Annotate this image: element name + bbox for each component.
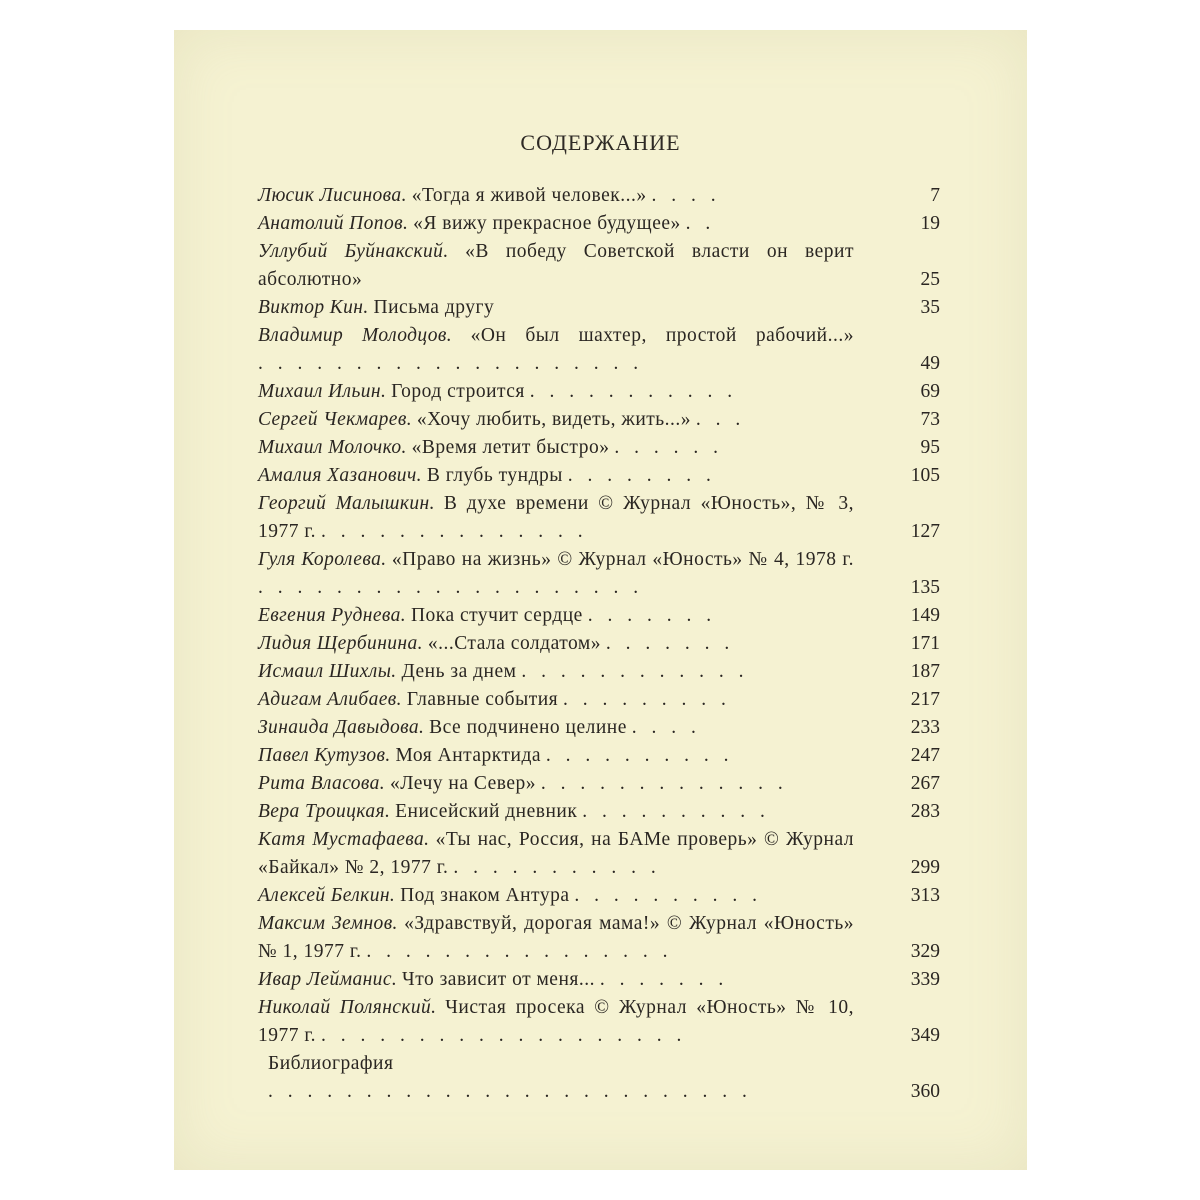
toc-title: Письма другу <box>373 297 495 318</box>
toc-author: Виктор Кин. <box>258 297 369 318</box>
toc-entry <box>258 882 942 910</box>
toc-leader-dots: . . . . . . . . . . . . . . . . <box>366 941 673 962</box>
toc-page-number: 217 <box>910 689 940 710</box>
toc-page-number: 35 <box>920 297 940 318</box>
toc-leader-dots: . . . . . . . . . . . <box>529 381 738 402</box>
toc-entry <box>258 630 942 658</box>
toc-author: Сергей Чекмарев. <box>258 409 412 430</box>
toc-entry <box>258 826 942 882</box>
table-of-contents <box>258 182 942 1106</box>
toc-author: Рита Власова. <box>258 773 386 794</box>
toc-page-number: 299 <box>910 857 940 878</box>
toc-entry <box>258 994 942 1050</box>
toc-entry <box>258 742 942 770</box>
toc-leader-dots: . . . . . . . . . <box>563 689 731 710</box>
toc-entry <box>258 602 942 630</box>
toc-title: В глубь тундры <box>426 465 563 486</box>
toc-title: Чистая просека © Журнал «Юность» № 10, 1977 г. <box>258 997 854 1046</box>
toc-leader-dots: . . . . . . . . . . . . . . . . . . . . <box>258 353 644 374</box>
toc-author: Михаил Ильин. <box>258 381 387 402</box>
toc-author: Люсик Лисинова. <box>258 185 407 206</box>
toc-title: Моя Антарктида <box>395 745 542 766</box>
toc-author: Анатолий Попов. <box>258 213 409 234</box>
toc-leader-dots: . . . . . . . . . . . . <box>521 661 749 682</box>
toc-author: Лидия Щербинина. <box>258 633 423 654</box>
toc-page-number: 187 <box>910 661 940 682</box>
toc-entry <box>258 294 942 322</box>
toc-page-number: 267 <box>910 773 940 794</box>
book-page <box>174 30 1027 1170</box>
toc-title: «Время летит быстро» <box>411 437 610 458</box>
toc-page-number: 247 <box>910 745 940 766</box>
toc-page-number: 135 <box>910 577 940 598</box>
toc-leader-dots: . . . . . . . <box>605 633 735 654</box>
toc-entry <box>258 966 942 994</box>
toc-title: Все подчинено целине <box>429 717 627 738</box>
toc-entry <box>258 322 942 378</box>
toc-entry <box>258 686 942 714</box>
toc-entry <box>258 462 942 490</box>
toc-leader-dots: . . . . . . . . . . . . . . <box>320 521 588 542</box>
toc-author: Максим Земнов. <box>258 913 398 934</box>
toc-title: Главные события <box>406 689 559 710</box>
toc-leader-dots: . . . . . . . . . . . . . . . . . . . . <box>258 577 644 598</box>
toc-page-number: 19 <box>920 213 940 234</box>
toc-title: Библиография <box>268 1053 394 1074</box>
toc-leader-dots: . . . . . . . . <box>567 465 716 486</box>
toc-leader-dots: . . . . . . . <box>599 969 729 990</box>
toc-page-number: 73 <box>920 409 940 430</box>
toc-entry <box>258 406 942 434</box>
toc-page-number: 349 <box>910 1025 940 1046</box>
toc-entry <box>258 910 942 966</box>
toc-title: «Хочу любить, видеть, жить...» <box>416 409 692 430</box>
toc-author: Евгения Руднева. <box>258 605 407 626</box>
page-title: СОДЕРЖАНИЕ <box>520 130 681 155</box>
toc-leader-dots: . . . . . . . . . . <box>582 801 770 822</box>
toc-author: Гуля Королева. <box>258 549 387 570</box>
toc-leader-dots: . . . . . . . <box>587 605 717 626</box>
toc-entry <box>258 182 942 210</box>
toc-author: Алексей Белкин. <box>258 885 396 906</box>
toc-leader-dots: . . . . . . . . . . . . . . . . . . . <box>320 1025 687 1046</box>
toc-title: «Право на жизнь» © Журнал «Юность» № 4, 1978 г. <box>391 549 855 570</box>
toc-author: Павел Кутузов. <box>258 745 391 766</box>
toc-title: «...Стала солдатом» <box>427 633 601 654</box>
toc-title: «Здравствуй, дорогая мама!» © Журнал «Юность» № 1, 1977 г. <box>258 913 854 962</box>
toc-page-number: 171 <box>910 633 940 654</box>
toc-title: Город строится <box>391 381 525 402</box>
toc-title: «Тогда я живой человек...» <box>411 185 647 206</box>
toc-page-number: 233 <box>910 717 940 738</box>
toc-title: «Ты нас, Россия, на БАМе проверь» © Журнал «Байкал» № 2, 1977 г. <box>258 829 854 878</box>
toc-author: Вера Троицкая. <box>258 801 391 822</box>
toc-title: Что зависит от меня... <box>402 969 595 990</box>
toc-page-number: 283 <box>910 801 940 822</box>
toc-title: Пока стучит сердце <box>410 605 583 626</box>
toc-page-number: 313 <box>910 885 940 906</box>
toc-author: Владимир Молодцов. <box>258 325 453 346</box>
toc-leader-dots: . . . <box>695 409 746 430</box>
toc-leader-dots: . . <box>685 213 716 234</box>
toc-author: Катя Мустафаева. <box>258 829 430 850</box>
toc-author: Адигам Алибаев. <box>258 689 402 710</box>
toc-entry <box>258 658 942 686</box>
toc-entry-bibliography <box>258 1050 942 1106</box>
toc-entry <box>258 434 942 462</box>
toc-entry <box>258 770 942 798</box>
toc-title: День за днем <box>401 661 517 682</box>
toc-page-number: 105 <box>910 465 940 486</box>
toc-leader-dots: . . . . . . . . . . . . . <box>540 773 788 794</box>
toc-page-number: 360 <box>910 1081 940 1102</box>
toc-page-number: 149 <box>910 605 940 626</box>
toc-title: «Он был шахтер, простой рабочий...» <box>470 325 854 346</box>
toc-title: Енисейский дневник <box>395 801 578 822</box>
toc-page-number: 49 <box>920 353 940 374</box>
toc-author: Георгий Малышкин. <box>258 493 435 514</box>
toc-author: Ивар Лейманис. <box>258 969 398 990</box>
toc-title: В духе времени © Журнал «Юность», № 3, 1977 г. <box>258 493 854 542</box>
toc-author: Николай Полянский. <box>258 997 437 1018</box>
toc-leader-dots: . . . . . . <box>614 437 723 458</box>
toc-title: «Лечу на Север» <box>389 773 537 794</box>
toc-author: Амалия Хазанович. <box>258 465 422 486</box>
toc-entry <box>258 210 942 238</box>
toc-page-number: 339 <box>910 969 940 990</box>
toc-author: Михаил Молочко. <box>258 437 407 458</box>
toc-title: «В победу Советской власти он верит абсолютно» <box>258 241 854 290</box>
toc-entry <box>258 798 942 826</box>
toc-author: Уллубий Буйнакский. <box>258 241 449 262</box>
toc-page-number: 127 <box>910 521 940 542</box>
toc-entry <box>258 378 942 406</box>
toc-title: «Я вижу прекрасное будущее» <box>413 213 681 234</box>
toc-leader-dots: . . . . . . . . . . . <box>453 857 661 878</box>
toc-entry <box>258 238 942 294</box>
toc-author: Зинаида Давыдова. <box>258 717 425 738</box>
toc-page-number: 329 <box>910 941 940 962</box>
toc-leader-dots: . . . . . . . . . . <box>574 885 762 906</box>
toc-entry <box>258 546 942 602</box>
toc-leader-dots: . . . . <box>651 185 721 206</box>
toc-entry <box>258 490 942 546</box>
toc-leader-dots: . . . . <box>631 717 701 738</box>
toc-leader-dots: . . . . . . . . . . . . . . . . . . . . . . . . . <box>268 1081 752 1102</box>
toc-page-number: 7 <box>930 185 940 206</box>
toc-leader-dots: . . . . . . . . . . <box>545 745 734 766</box>
toc-page-number: 25 <box>920 269 940 290</box>
toc-page-number: 69 <box>920 381 940 402</box>
toc-author: Исмаил Шихлы. <box>258 661 397 682</box>
toc-page-number: 95 <box>920 437 940 458</box>
toc-title: Под знаком Антура <box>400 885 570 906</box>
toc-entry <box>258 714 942 742</box>
